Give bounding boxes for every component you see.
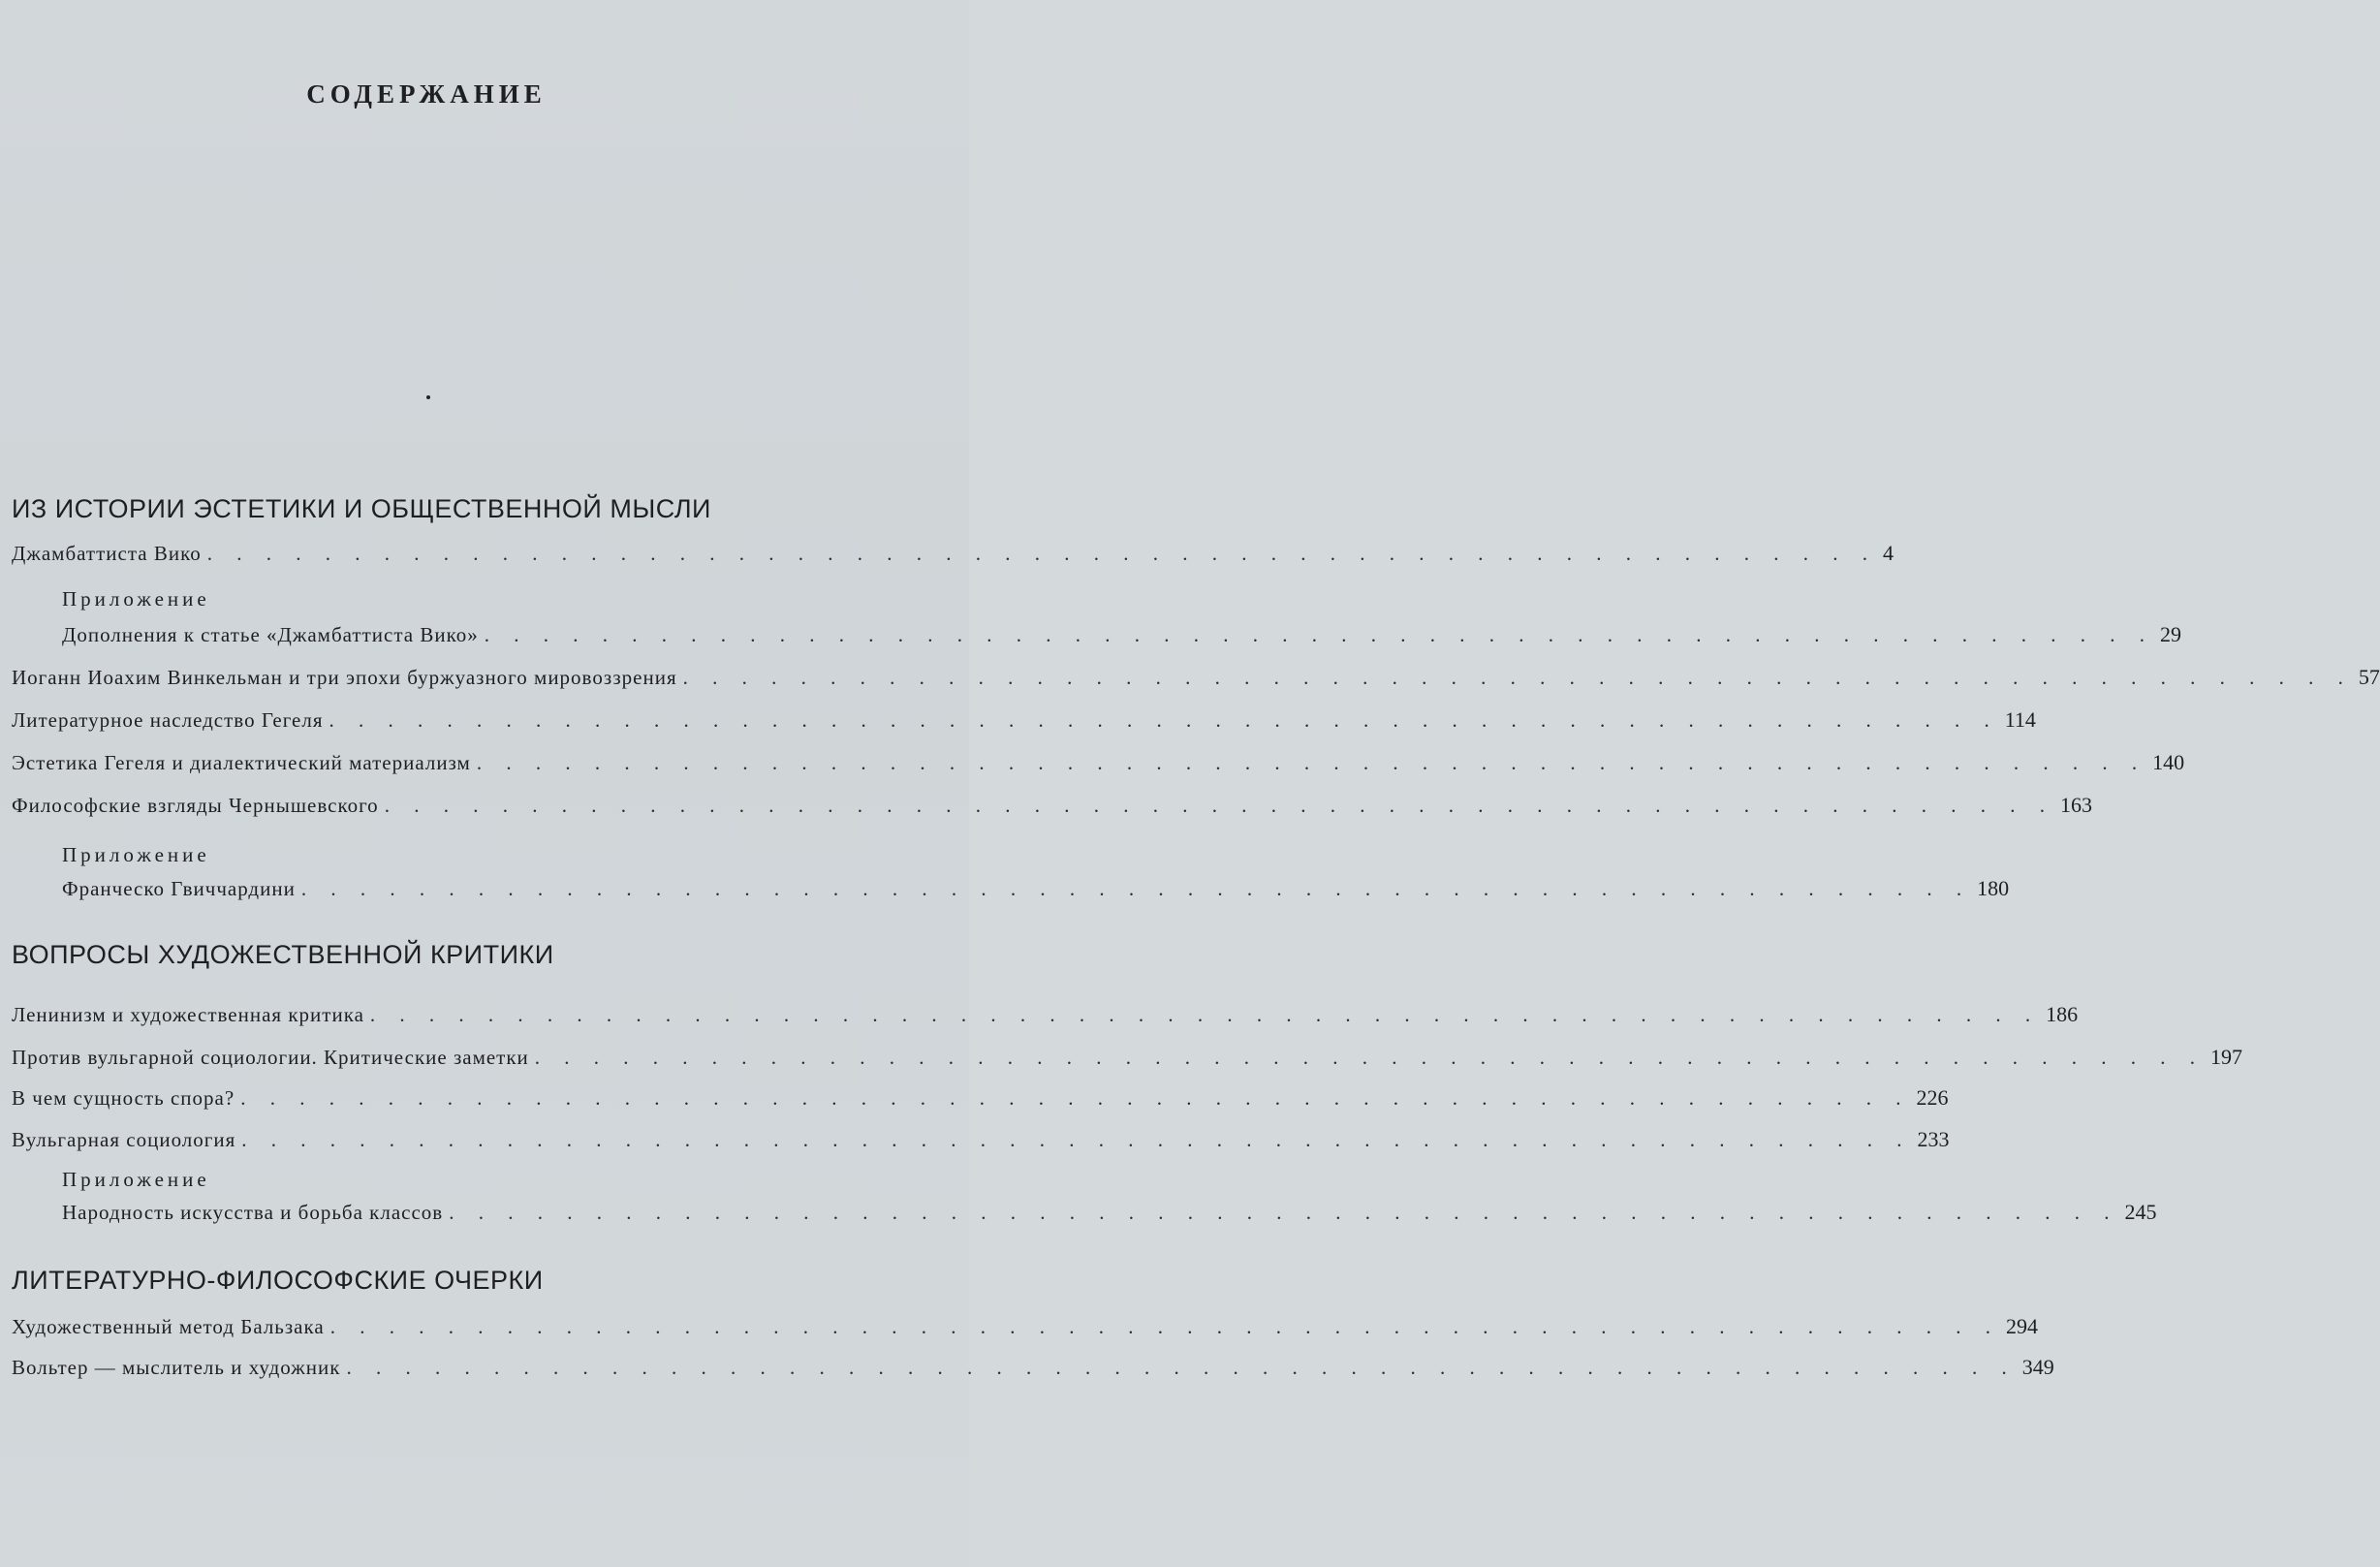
- dot-leader: . . . . . . . . . . . . . . . . . . . . . . . . . . . . . . . . . . . . . . . . . . . . . . . . . . . . . . . . .: [346, 1356, 2017, 1379]
- dot-leader: . . . . . . . . . . . . . . . . . . . . . . . . . . . . . . . . . . . . . . . . . . . . . . . . . . . . . . . . .: [329, 708, 1999, 732]
- dot-leader: . . . . . . . . . . . . . . . . . . . . . . . . . . . . . . . . . . . . . . . . . . . . . . . . . . . . . . . . .: [241, 1128, 1912, 1151]
- entry-title: Ленинизм и художественная критика: [12, 1003, 364, 1026]
- toc-entry[interactable]: [12, 750, 2185, 777]
- toc-entry[interactable]: [62, 876, 2010, 903]
- dot-leader: . . . . . . . . . . . . . . . . . . . . . . . . . . . . . . . . . . . . . . . . . . . . . . . . . . . . . . . . .: [300, 877, 1972, 900]
- toc-entry[interactable]: [12, 1085, 1949, 1113]
- page-number: 226: [1916, 1085, 1949, 1110]
- toc-entry[interactable]: [12, 793, 2092, 820]
- appendix-label: Приложение: [62, 587, 210, 611]
- page-number: 163: [2059, 793, 2092, 817]
- page-number: 114: [2004, 707, 2036, 732]
- entry-title: Философские взгляды Чернышевского: [12, 794, 379, 817]
- toc-entry[interactable]: [12, 1355, 2054, 1382]
- toc-entry[interactable]: [62, 622, 2181, 649]
- appendix-label: Приложение: [62, 1168, 210, 1191]
- toc-entry[interactable]: [12, 541, 1894, 568]
- page-number: 197: [2210, 1045, 2243, 1069]
- entry-title: Дополнения к статье «Джамбаттиста Вико»: [62, 623, 479, 646]
- print-speck: [426, 395, 430, 399]
- toc-entry[interactable]: [12, 665, 2380, 692]
- dot-leader: . . . . . . . . . . . . . . . . . . . . . . . . . . . . . . . . . . . . . . . . . . . . . . . . . . . . . . . . .: [682, 666, 2353, 689]
- entry-title: Эстетика Гегеля и диалектический материализм: [12, 751, 471, 774]
- dot-leader: . . . . . . . . . . . . . . . . . . . . . . . . . . . . . . . . . . . . . . . . . . . . . . . . . . . . . . . . .: [329, 1315, 2000, 1338]
- entry-title: Вульгарная социология: [12, 1128, 236, 1151]
- page-number: 233: [1917, 1127, 1950, 1151]
- section-heading-criticism: ВОПРОСЫ ХУДОЖЕСТВЕННОЙ КРИТИКИ: [12, 940, 554, 969]
- toc-entry[interactable]: [12, 707, 2036, 735]
- page-number: 4: [1882, 541, 1894, 565]
- entry-title: Франческо Гвиччардини: [62, 877, 296, 900]
- page-number: 57: [2358, 665, 2380, 689]
- page-number: 294: [2005, 1314, 2038, 1338]
- page-number: 29: [2159, 622, 2181, 646]
- toc-entry[interactable]: [12, 1002, 2079, 1029]
- dot-leader: . . . . . . . . . . . . . . . . . . . . . . . . . . . . . . . . . . . . . . . . . . . . . . . . . . . . . . . . .: [206, 542, 1877, 565]
- entry-title: Вольтер — мыслитель и художник: [12, 1356, 341, 1379]
- entry-title: Литературное наследство Гегеля: [12, 708, 324, 732]
- entry-title: Художественный метод Бальзака: [12, 1315, 325, 1338]
- dot-leader: . . . . . . . . . . . . . . . . . . . . . . . . . . . . . . . . . . . . . . . . . . . . . . . . . . . . . . . . .: [240, 1086, 1911, 1110]
- page-number: 186: [2046, 1002, 2079, 1026]
- dot-leader: . . . . . . . . . . . . . . . . . . . . . . . . . . . . . . . . . . . . . . . . . . . . . . . . . . . . . . . . .: [476, 751, 2147, 774]
- entry-title: В чем сущность спора?: [12, 1086, 235, 1110]
- page-number: 245: [2124, 1200, 2157, 1224]
- dot-leader: . . . . . . . . . . . . . . . . . . . . . . . . . . . . . . . . . . . . . . . . . . . . . . . . . . . . . . . . .: [449, 1201, 2119, 1224]
- toc-entry[interactable]: [62, 1200, 2157, 1227]
- dot-leader: . . . . . . . . . . . . . . . . . . . . . . . . . . . . . . . . . . . . . . . . . . . . . . . . . . . . . . . . .: [534, 1046, 2206, 1069]
- toc-entry[interactable]: [12, 1045, 2243, 1072]
- section-heading-aesthetics: ИЗ ИСТОРИИ ЭСТЕТИКИ И ОБЩЕСТВЕННОЙ МЫСЛИ: [12, 494, 711, 523]
- page-number: 180: [1977, 876, 2010, 900]
- entry-title: Против вульгарной социологии. Критические заметки: [12, 1046, 529, 1069]
- toc-entry[interactable]: [12, 1127, 1950, 1154]
- page-number: 140: [2152, 750, 2185, 774]
- entry-title: Иоганн Иоахим Винкельман и три эпохи буржуазного мировоззрения: [12, 666, 677, 689]
- toc-entry[interactable]: [12, 1314, 2038, 1341]
- page-number: 349: [2021, 1355, 2054, 1379]
- section-heading-essays: ЛИТЕРАТУРНО-ФИЛОСОФСКИЕ ОЧЕРКИ: [12, 1266, 544, 1295]
- entry-title: Народность искусства и борьба классов: [62, 1201, 444, 1224]
- dot-leader: . . . . . . . . . . . . . . . . . . . . . . . . . . . . . . . . . . . . . . . . . . . . . . . . . . . . . . . . .: [484, 623, 2154, 646]
- appendix-label: Приложение: [62, 843, 210, 866]
- page-title: СОДЕРЖАНИЕ: [306, 79, 547, 109]
- dot-leader: . . . . . . . . . . . . . . . . . . . . . . . . . . . . . . . . . . . . . . . . . . . . . . . . . . . . . . . . .: [369, 1003, 2041, 1026]
- entry-title: Джамбаттиста Вико: [12, 542, 202, 565]
- dot-leader: . . . . . . . . . . . . . . . . . . . . . . . . . . . . . . . . . . . . . . . . . . . . . . . . . . . . . . . . .: [384, 794, 2054, 817]
